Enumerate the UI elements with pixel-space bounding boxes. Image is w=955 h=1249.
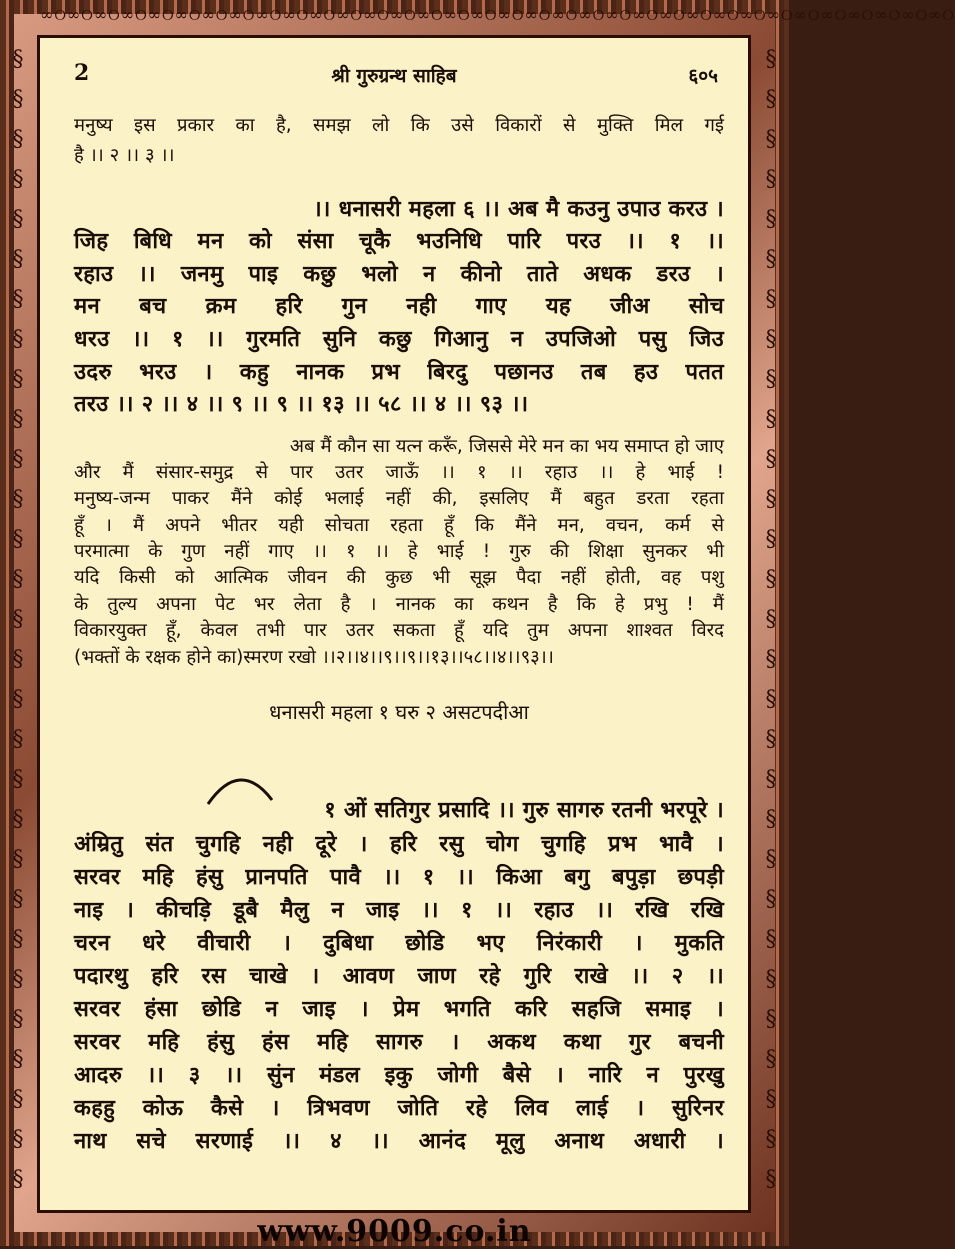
gurbani-line: नाइ । कीचड़ि डूबै मैलु न जाइ ।। १ ।। रहाउ ।। रखि रखि [74,898,724,923]
gurbani-line: पदारथु हरि रस चाखे । आवण जाण रहे गुरि राखे ।। २ ।। [74,964,724,989]
gurbani-line: सरवर हंसा छोडि न जाइ । प्रेम भगति करि सहजि समाइ । [74,997,724,1022]
meaning-line: विकारयुक्त हूँ, केवल तभी पार उतर सकता हूँ यदि तुम अपना शाश्वत विरद [74,620,724,641]
ornament-top: ∞୦∞୦∞୦∞୦∞୦∞୦∞୦∞୦∞୦∞୦∞୦∞୦∞୦∞୦∞୦∞୦∞୦∞୦∞୦∞୦∞୦∞୦∞୦∞୦∞୦∞୦∞୦∞୦∞୦∞୦∞୦∞୦∞୦∞୦ [40,5,955,24]
page-number: 2 [74,60,90,86]
gurbani-line: सरवर महि हंसु हंस महि सागरु । अकथ कथा गुर बचनी [74,1030,724,1055]
gurbani-line: ।। धनासरी महला ६ ।। अब मै कउनु उपाउ करउ । [313,197,724,222]
meaning-line: (भक्तों के रक्षक होने का)स्मरण रखो ।।२।।४।।९।।९।।१३।।५८।।४।।९३।। [74,647,554,668]
ornament-left: § § § § § § § § § § § § § § § § § § § § § § § § § § § § § [12,47,24,1192]
gurbani-line: कहहु कोऊ कैसे । त्रिभवण जोति रहे लिव लाई । सुरिनर [74,1096,724,1121]
meaning-line: के तुल्य अपना पेट भर लेता है । नानक का कथन है कि हे प्रभु ! मैं [74,594,724,615]
gurbani-line: आदरु ।। ३ ।। सुंन मंडल इकु जोगी बैसे । नारि न पुरखु [74,1063,724,1088]
website-url[interactable]: www.9009.co.in [257,1214,532,1249]
meaning-line: मनुष्य-जन्म पाकर मैंने कोई भलाई नहीं की, इसलिए मैं बहुत डरता रहता [74,488,724,509]
gurbani-line: चरन धरे वीचारी । दुबिधा छोडि भए निरंकारी । मुकति [74,931,724,956]
meaning-line: हूँ । मैं अपने भीतर यही सोचता रहता हूँ कि मैंने मन, वचन, कर्म से [74,515,724,536]
gurbani-line: सरवर महि हंसु प्रानपति पावै ।। १ ।। किआ बगु बपुड़ा छपड़ी [74,865,724,890]
meaning-line: यदि किसी को आत्मिक जीवन की कुछ भी सूझ पैदा नहीं होती, वह पशु [74,567,724,588]
ornament-right: § § § § § § § § § § § § § § § § § § § § § § § § § § § § § [765,47,777,1192]
meaning-line: मनुष्य इस प्रकार का है, समझ लो कि उसे विकारों से मुक्ति मिल गई [74,115,724,136]
gurbani-line: अंम्रितु संत चुगहि नही दूरे । हरि रसु चोग चुगहि प्रभ भावै । [74,832,724,857]
meaning-line: परमात्मा के गुण नहीं गाए ।। १ ।। हे भाई ! गुरु की शिक्षा सुनकर भी [74,541,724,562]
page-header [70,60,718,90]
gurbani-line: रहाउ ।। जनमु पाइ कछु भलो न कीनो ताते अधक डरउ । [74,262,724,287]
gurbani-line: जिह बिधि मन को संसा चूकै भउनिधि पारि परउ ।। १ ।। [74,229,724,254]
page-title: श्री गुरुग्रन्थ साहिब [331,65,457,87]
scripture-page [37,35,751,1213]
gurbani-line: १ ओं सतिगुर प्रसादि ।। गुरु सागरु रतनी भरपूरे । [324,798,724,823]
ang-number: ६०५ [688,65,718,87]
gurbani-line: धरउ ।। १ ।। गुरमति सुनि कछु गिआनु न उपजिओ पसु जिउ [74,327,724,352]
section-heading: धनासरी महला १ घरु २ असटपदीआ [269,700,529,724]
gurbani-line: मन बच क्रम हरि गुन नही गाए यह जीअ सोच [74,294,724,319]
gurbani-line: उदरु भरउ । कहु नानक प्रभ बिरदु पछानउ तब हउ पतत [74,360,724,385]
meaning-line: और मैं संसार-समुद्र से पार उतर जाऊँ ।। १ ।। रहाउ ।। हे भाई ! [74,462,724,483]
gurbani-line: नाथ सचे सरणाई ।। ४ ।। आनंद मूलु अनाथ अधारी । [74,1129,724,1154]
meaning-line: है ।। २ ।। ३ ।। [74,145,175,166]
meaning-line: अब मैं कौन सा यत्न करूँ, जिससे मेरे मन का भय समाप्त हो जाए [289,436,724,457]
gurbani-line: तरउ ।। २ ।। ४ ।। ९ ।। ९ ।। १३ ।। ५८ ।। ४ ।। ९३ ।। [74,392,529,417]
